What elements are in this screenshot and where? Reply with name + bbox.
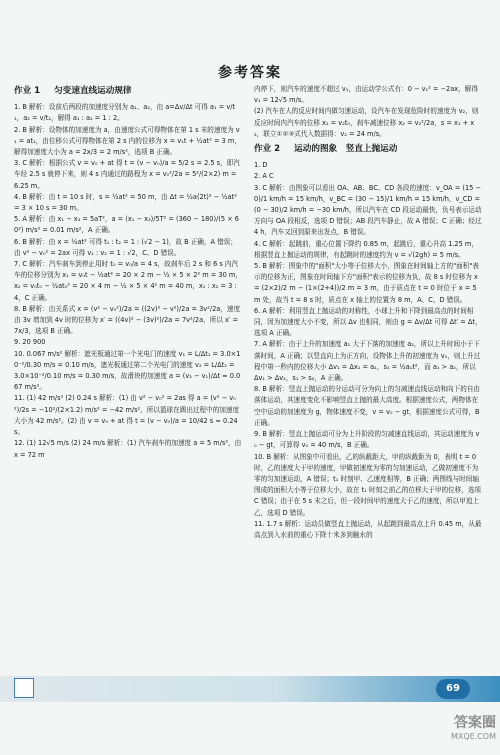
answer-item: 6. A 解析：利用竖直上抛运动的对称性，小球上升和下降到最高点的时间相同，因为加速度大小不变，所以 Δv 也相同，则由 g = Δv/Δt 可得 Δt′ = Δt，选项 A 正确。 <box>254 306 482 338</box>
section-heading-title: 运动的图象 竖直上抛运动 <box>294 144 398 155</box>
watermark-url: MXQE.COM <box>450 732 496 741</box>
answer-item: 9. B 解析：竖直上抛运动可分为上升阶段的匀减速直线运动，其运动速度为 v₀ − gt，可算得 v₀ = 40 m/s，B 正确。 <box>254 430 480 450</box>
section-heading-1 <box>14 86 242 97</box>
answer-item: (2) 汽车在人的反应时间内做匀速运动，设汽车在发现危险时的速度为 v₂，则反应时间内汽车的位移 x₁ = v₂t₀，刹车减速位移 x₂ = v₂²/2a，s = x₁ + x₂，联立①②③式代入数据得：v₂ = 24 m/s。 <box>254 107 479 138</box>
answer-item: 1. D <box>254 161 268 170</box>
answer-item: 10. B 解析：从图象中可看出，乙的纵截距大，甲的纵截距为 0，表明 t = 0 时，乙的速度大于甲的速度，甲做初速度为零的匀加速运动，乙做初速度不为零的匀加速运动，A 错误；t₁ 时刻甲、乙速度相等，B 正确；两图线与时间轴围成的面积大小等于位移大小，故在 t₁ 时刻之前乙的位移大于甲的位移，选项 C 错误；由于在 5 s 末之后，但一段时间甲的速度大于乙的速度，所以甲追上乙，选项 D 错误。 <box>254 452 482 517</box>
corner-square-icon <box>14 678 34 698</box>
answer-item: 7. C 解析：汽车刹车到停止用时 t₀ = v₀/a = 4 s，故刹车后 2 s 和 6 s 内汽车的位移分别为 x₁ = v₀t − ½at² = 20 × 2 m − ½ × 5 × 2² m = 30 m，x₂ = v₀t₀ − ½at₀² = 20 × 4 m − ½ × 5 × 4² m = 40 m，x₁ : x₂ = 3 : 4，C 正确。 <box>14 260 242 302</box>
section-heading-number: 作业 1 <box>14 86 41 96</box>
answer-item: 11. 1.7 s 解析：运动员做竖直上抛运动，从起跳到最高点上升 0.45 m，从最高点到入水前的重心下降十米多到触水的 <box>254 519 482 539</box>
answer-item: 8. B 解析：竖直上抛运动的分运动可分为向上的匀减速直线运动和向下的自由落体运动，其速度变化不影响竖直上抛的最大高度。根据速度公式，两物体在空中运动的加速度为 g，物体速度不变，v = v₀ − gt，根据速度公式可得，B 正确。 <box>254 385 481 427</box>
answer-item: 2. B 解析：设物体的加速度为 a，由速度公式可得物体在第 1 s 末的速度为 v₁ = at₁，由位移公式可得物体在第 2 s 内的位移为 x = v₁t + ½at² = 3 m，解得加速度大小为 a = 2x/3 = 2 m/s²，选项 B 正确。 <box>14 125 241 157</box>
answer-item: 内停下，则汽车的速度不超过 v₁，由运动学公式有：0 − v₁² = −2ax，解得 v₁ = 12√5 m/s。 <box>254 85 478 105</box>
answer-item: 10. 0.067 m/s² 解析：遮光板通过第一个光电门的速度 v₁ = L/Δt₁ = 3.0×10⁻²/0.30 m/s = 0.10 m/s，遮光板通过第二个光电门的速度 v₂ = L/Δt₂ = 3.0×10⁻²/0.10 m/s = 0.30 m/s，故滑块的加速度 a = (v₂ − v₁)/Δt ≈ 0.067 m/s²。 <box>14 349 241 392</box>
left-column <box>14 84 242 461</box>
answer-item: 8. B 解析：由关系式 x = (v² − v₀²)/2a = ((2v)² − v²)/2a = 3v²/2a，速度由 3v 增加到 4v 时的位移为 x′ = ((4v)² − (3v)²)/2a = 7v²/2a，所以 x′ = 7x/3，选项 B 正确。 <box>14 304 241 336</box>
answer-item: 6. B 解析：由 x = ½at² 可得 t₁ : t₂ = 1 : (√2 − 1)，故 B 正确，A 错误；由 v² − v₀² = 2ax 可得 v₁ : v₂ = 1 : √2，C、D 错误。 <box>14 237 237 257</box>
answer-item: 4. B 解析：由 t = 10 s 时，s = ½at² = 50 m，由 Δt = ½a(2t)² − ½at² = 3 × 10 s = 30 m。 <box>14 192 237 213</box>
answer-item: 9. 20 900 <box>14 338 46 347</box>
answer-item: 4. C 解析：起跳前，重心位置下降约 0.85 m，起跳后，重心升高 1.25 m，根据竖直上抛运动的规律，有起跳时的速度约为 v = √(2gh) = 5 m/s。 <box>254 239 478 259</box>
answer-item: 1. B 解析：设前后两段的加速度分别为 a₁、a₂，由 a=Δv/Δt 可得 a₁ = v/t₁，a₂ = v/t₂，解得 a₁ : a₂ = 1 : 2。 <box>14 103 236 123</box>
watermark <box>430 712 496 741</box>
answer-item: 3. C 解析：由图象可以看出 OA、AB、BC、CD 各段的速度：v_OA = (15 − 0)/1 km/h = 15 km/h，v_BC = (30 − 15)/1 km/h = 15 km/h，v_CD = (0 − 30)/2 km/h = −30 km/h，所以汽车在 CD 段运动最快，负号表示运动方向与 OA 段相反，选项 D 错误；AB 段汽车静止，故 A 错误；C 正确；经过 4 h，汽车又回到原来出发点，B 错误。 <box>254 183 482 237</box>
page-title: 参考答案 <box>218 65 282 81</box>
answer-item: 11. (1) 42 m/s² (2) 0.24 s 解析：(1) 由 v² − v₀² = 2as 得 a = (v² − v₀²)/2s = −10²/(2×1.2) m/s² = −42 m/s²，所以篮球在踢出过程中的加速度大小为 42 m/s²。(2) 由 v = v₀ + at 得 t = (v − v₀)/a = 10/42 s ≈ 0.24 s。 <box>14 394 240 437</box>
answer-item: 7. A 解析：由于上升的加速度 a₁ 大于下落的加速度 a₂，所以上升时间小于下落时间，A 正确；以竖直向上为正方向，设物体上升的初速度为 v₀，则上升过程中第一秒内的位移大小 Δv₁ = Δx₁ = a₁，s₁ = ½a₁t²，而 a₁ > a₂，所以 Δv₁ > Δv₂，s₁ > s₂，A 正确。 <box>254 340 481 383</box>
section-heading-number: 作业 2 <box>254 144 281 155</box>
answer-item: 3. C 解析：根据公式 v = v₀ + at 得 t = (v − v₀)/a = 5/2 s = 2.5 s，即汽车经 2.5 s 就停下来，则 4 s 内通过的路程为 x = v₀²/2a = 5²/(2×2) m = 6.25 m。 <box>14 159 240 190</box>
answer-item: 5. A 解析：由 x₁ − x₃ = 5aT²，a = (x₁ − x₃)/5T² = (360 − 180)/(5 × 60²) m/s² = 0.01 m/s²，A 正确。 <box>14 215 239 235</box>
answer-item: 2. A C <box>254 172 274 181</box>
watermark-logo: 答案圈 <box>454 715 496 731</box>
section-heading-2 <box>254 144 482 155</box>
section-heading-title: 匀变速直线运动规律 <box>54 86 132 96</box>
answer-item: 12. (1) 12√5 m/s (2) 24 m/s 解析：(1) 汽车刹车的加速度 a = 5 m/s²，由 x = 72 m <box>14 439 242 459</box>
answer-item: 5. B 解析：图象中的"面积"大小等于位移大小，图象在时间轴上方的"面积"表示的位移为正，图象在时间轴下方"面积"表示的位移为负，故 8 s 时位移为 x = (2×2)/2 m − (1×(2+4))/2 m = 3 m，由于质点在 t = 0 时位于 x = 5 m 处，故当 t = 8 s 时，质点在 x 轴上的位置为 8 m，A、C、D 错误。 <box>254 262 479 304</box>
footer-bar <box>0 676 500 702</box>
page-number: 69 <box>436 679 470 699</box>
right-column <box>254 84 482 541</box>
